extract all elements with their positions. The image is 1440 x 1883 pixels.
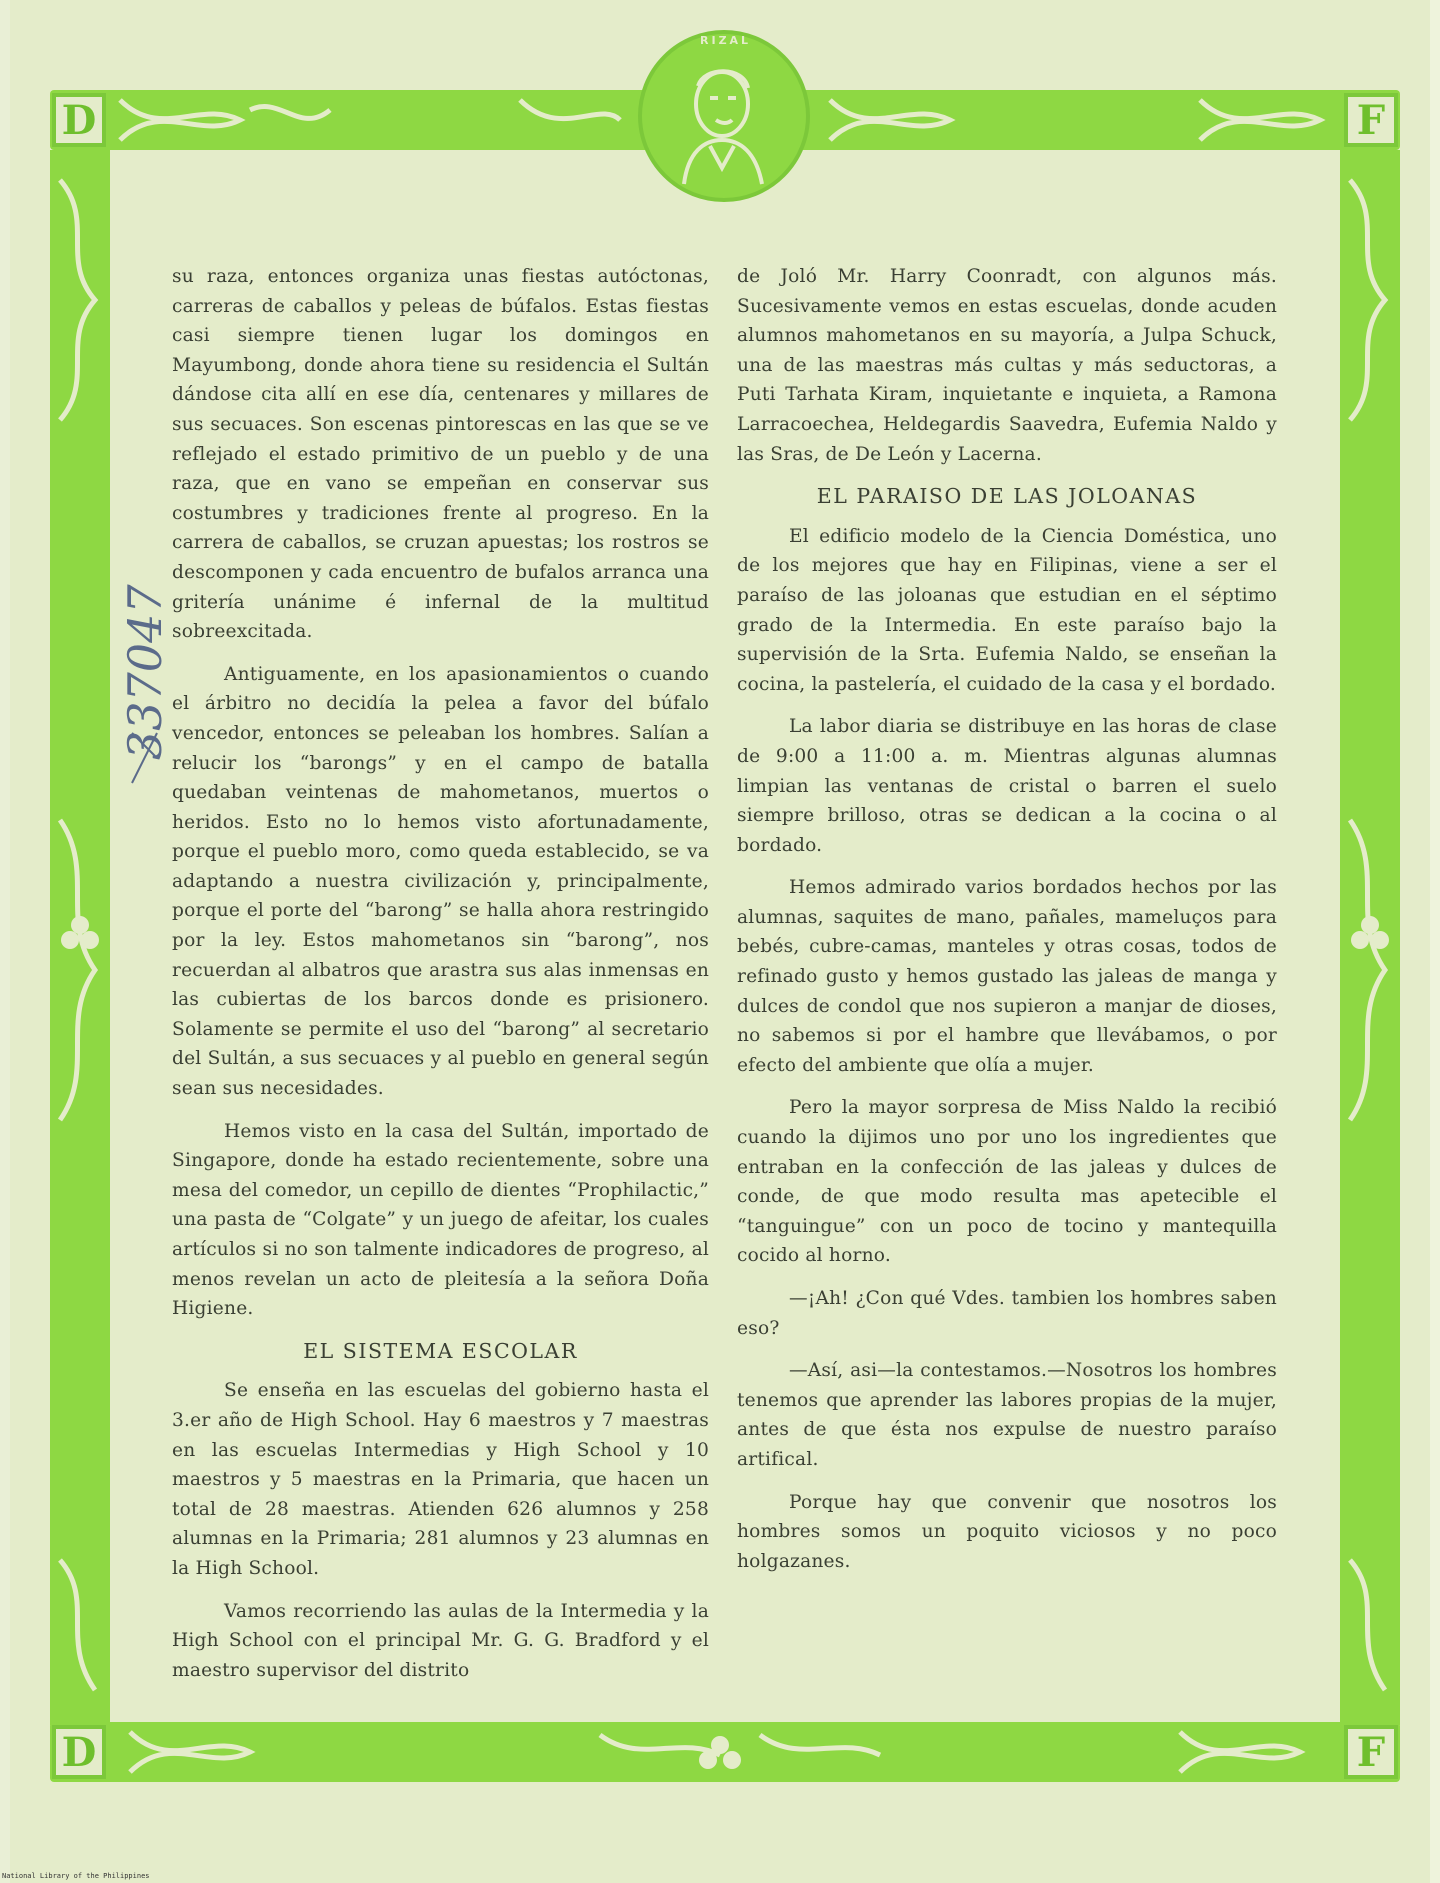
library-credit: National Library of the Philippines [2,1872,150,1880]
paragraph: Se enseña en las escuelas del gobierno hasta el 3.er año de High School. Hay 6 maestros y 7 maestras en las escuelas Intermedias y High School y 10 maestros y 5 maestras en la Primaria, que hacen un total de 28 maestras. Atienden 626 alumnos y 258 alumnas en la Primaria; 281 alumnos y 23 alumnas en la High School. [172,1380,709,1579]
paragraph: —¡Ah! ¿Con qué Vdes. tambien los hombres saben eso? [737,1288,1277,1339]
corner-monogram-bottom-right: F [1344,1725,1398,1779]
paragraph: Vamos recorriendo las aulas de la Intermedia y la High School con el principal Mr. G. G. Bradford y el maestro supervisor del distrito [172,1600,709,1681]
paragraph: Pero la mayor sorpresa de Miss Naldo la recibió cuando la dijimos uno por uno los ingredientes que entraban en la confección de las jaleas y dulces de conde, de que modo resulta mas apetecible el “tanguingue” con un poco de tocino y mantequilla cocido al horno. [737,1097,1277,1267]
medallion-label: RIZAL [700,34,752,47]
paragraph: de Joló Mr. Harry Coonradt, con algunos más. Sucesivamente vemos en estas escuelas, donde acuden alumnos mahometanos en su mayoría, a Julpa Schuck, una de las maestras más cultas y más seductoras, a Puti Tarhata Kiram, inquietante e inquieta, a Ramona Larracoechea, Heldegardis Saavedra, Eufemia Naldo y las Sras, de De León y Lacerna. [737,266,1277,465]
right-column [737,262,1277,1589]
paragraph: Hemos admirado varios bordados hechos por las alumnas, saquites de mano, pañales, mameluços para bebés, cubre-camas, manteles y otras cosas, todos de refinado gusto y hemos gustado las jaleas de manga y dulces de condol que nos supieron a manjar de dioses, no sabemos si por el hambre que llevábamos, o por efecto del ambiente que olía a mujer. [737,877,1277,1076]
section-heading: EL SISTEMA ESCOLAR [303,1338,578,1363]
paragraph: El edificio modelo de la Ciencia Doméstica, uno de los mejores que hay en Filipinas, viene a ser el paraíso de las joloanas que estudian en el séptimo grado de la Intermedia. En este paraíso bajo la supervisión de la Srta. Eufemia Naldo, se enseñan la cocina, la pastelería, el cuidado de la casa y el bordado. [737,525,1277,695]
corner-monogram-top-left: D [52,93,106,147]
portrait-icon [664,56,784,186]
paragraph: —Así, asi—la contestamos.—Nosotros los hombres tenemos que aprender las labores propias de la mujer, antes de que ésta nos expulse de nuestro paraíso artifical. [737,1360,1277,1470]
paragraph: Hemos visto en la casa del Sultán, importado de Singapore, donde ha estado recientemente, sobre una mesa del comedor, un cepillo de dientes “Prophilactic,” una pasta de “Colgate” y un juego de afeitar, los cuales artículos si no son talmente indicadores de progreso, al menos revelan un acto de pleitesía a la señora Doña Higiene. [172,1120,709,1320]
handwritten-note: 337047 [118,584,172,760]
left-column [172,262,709,1698]
corner-monogram-top-right: F [1344,93,1398,147]
paragraph: su raza, entonces organiza unas fiestas autóctonas, carreras de caballos y peleas de búfalos. Estas fiestas casi siempre tienen lugar los domingos en Mayumbong, donde ahora tiene su residencia el Sultán dándose cita allí en ese día, centenares y millares de sus secuaces. Son escenas pintorescas en las que se ve reflejado el estado primitivo de un pueblo y de una raza, que en vano se empeñan en conservar sus costumbres y tradiciones frente al progreso. En la carrera de caballos, se cruzan apuestas; los rostros se descomponen y cada encuentro de bufalos arranca una gritería unánime é infernal de la multitud sobreexcitada. [172,266,709,643]
paragraph: La labor diaria se distribuye en las horas de clase de 9:00 a 11:00 a. m. Mientras algunas alumnas limpian las ventanas de cristal o barren el suelo siempre brilloso, otras se dedican a la cocina o al bordado. [737,716,1277,856]
paragraph: Porque hay que convenir que nosotros los hombres somos un poquito viciosos y no poco holgazanes. [737,1491,1277,1572]
section-heading: EL PARAISO DE LAS JOLOANAS [816,484,1198,509]
corner-monogram-bottom-left: D [52,1725,106,1779]
paragraph: Antiguamente, en los apasionamientos o cuando el árbitro no decidía la pelea a favor del búfalo vencedor, entonces se peleaban los hombres. Salían a relucir los “barongs” y en el campo de batalla quedaban veintenas de mahometanos, muertos o heridos. Esto no lo hemos visto afortunadamente, porque el pueblo moro, como queda establecido, se va adaptando a nuestra civilización y, principalmente, porque el porte del “barong” se halla ahora restringido por la ley. Estos mahometanos sin “barong”, nos recuerdan al albatros que arastra sus alas inmensas en las cubiertas de los barcos donde es prisionero. Solamente se permite el uso del “barong” al secretario del Sultán, a sus secuaces y al pueblo en general según sean sus necesidades. [172,663,709,1100]
